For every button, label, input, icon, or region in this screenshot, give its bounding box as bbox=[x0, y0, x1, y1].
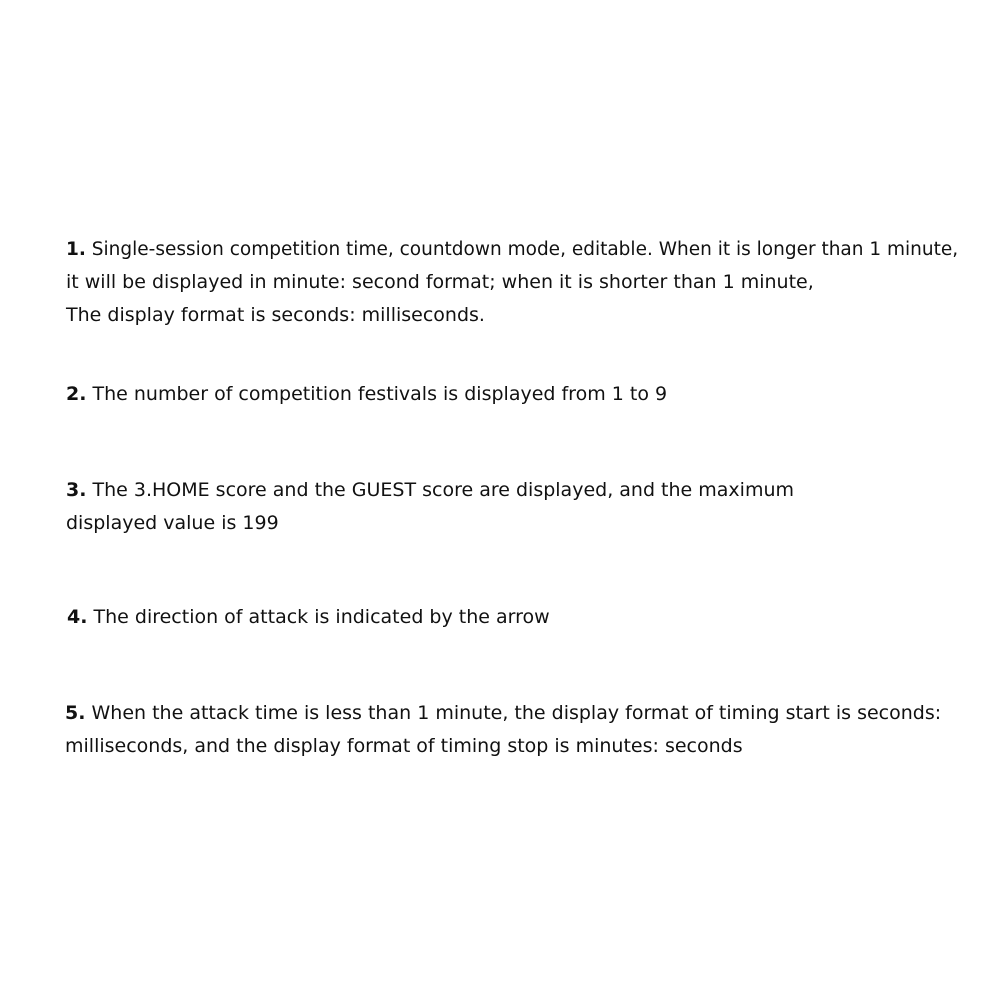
item-4-line-1 bbox=[67, 601, 957, 634]
item-5-text-line-2: milliseconds, and the display format of timing stop is minutes: seconds bbox=[65, 735, 743, 757]
item-3-line-1 bbox=[66, 474, 956, 507]
item-1-number: 1. bbox=[66, 239, 86, 260]
item-1-text-line-3: The display format is seconds: milliseconds. bbox=[66, 304, 485, 326]
item-5-number: 5. bbox=[65, 702, 86, 724]
item-5-line-1 bbox=[65, 697, 955, 730]
item-3-number: 3. bbox=[66, 479, 87, 501]
item-1-text-line-2: it will be displayed in minute: second format; when it is shorter than 1 minute, bbox=[66, 271, 814, 293]
item-3-text-line-2: displayed value is 199 bbox=[66, 512, 279, 534]
item-2-text-line-1: The number of competition festivals is displayed from 1 to 9 bbox=[92, 383, 668, 405]
list-item-1 bbox=[66, 233, 959, 332]
list-item-5 bbox=[65, 697, 955, 763]
item-1-text-line-1: Single-session competition time, countdown mode, editable. When it is longer than 1 minute, bbox=[91, 239, 959, 260]
item-2-number: 2. bbox=[66, 383, 87, 405]
list-item-4 bbox=[67, 601, 957, 634]
item-5-text-line-1: When the attack time is less than 1 minute, the display format of timing start is seconds: bbox=[91, 702, 942, 724]
list-item-3 bbox=[66, 474, 956, 540]
item-4-text-line-1: The direction of attack is indicated by the arrow bbox=[93, 606, 550, 628]
item-3-text-line-1: The 3.HOME score and the GUEST score are displayed, and the maximum bbox=[92, 479, 795, 501]
item-2-line-1 bbox=[66, 378, 956, 411]
item-4-number: 4. bbox=[67, 606, 88, 628]
item-1-line-1 bbox=[66, 233, 959, 266]
list-item-2 bbox=[66, 378, 956, 411]
